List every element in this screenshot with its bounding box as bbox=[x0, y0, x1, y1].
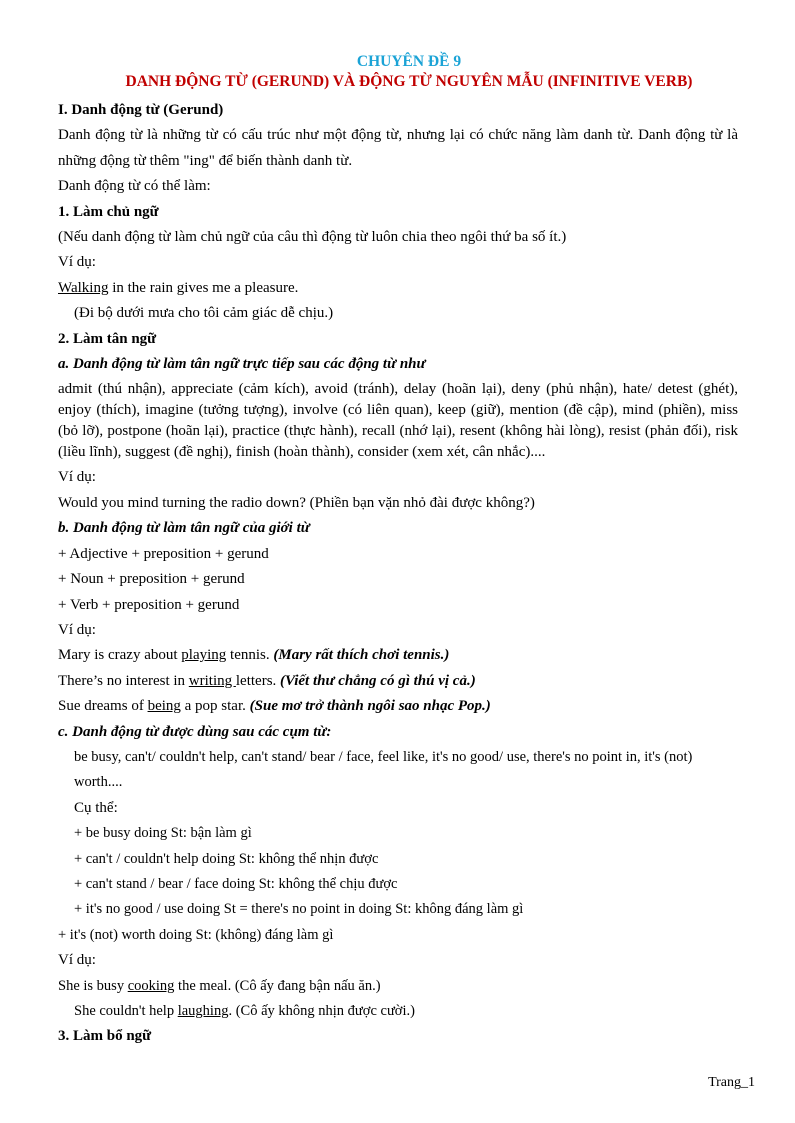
gerund-word: playing bbox=[181, 647, 227, 664]
gerund-word: cooking bbox=[127, 977, 175, 994]
verbs-list: admit (thú nhận), appreciate (cảm kích), avoid (tránh), delay (hoãn lại), deny (phủ nhận), hate/ detest (ghét), enjoy (thích), imagine (tưởng tượng), involve (có liên quan), keep (giữ), mention (đề cập), mind (phiền), miss (bỏ lỡ), postpone (hoãn lại), practice (thực hành), recall (nhớ lại), resent (không hài lòng), resist (phản đối), risk (liều lĩnh), suggest (đề nghị), finish (hoàn thành), consider (xem xét, cân nhắc).... bbox=[58, 381, 738, 461]
example-label: Ví dụ: bbox=[58, 621, 96, 638]
subject-note: (Nếu danh động từ làm chủ ngữ của câu thì động từ luôn chia theo ngôi thứ ba số ít.) bbox=[58, 229, 567, 246]
example-translation: (Mary rất thích chơi tennis.) bbox=[273, 647, 450, 664]
example-text: the meal. (Cô ấy đang bận nấu ăn.) bbox=[174, 977, 381, 994]
example-text: a pop star. bbox=[180, 698, 250, 715]
subheading-subject: 1. Làm chủ ngữ bbox=[58, 203, 159, 220]
subheading-direct-object: a. Danh động từ làm tân ngữ trực tiếp sau các động từ như bbox=[58, 356, 426, 373]
example-text: She couldn't help bbox=[74, 1003, 178, 1019]
phrase-example bbox=[58, 999, 738, 1024]
example-text: in the rain gives me a pleasure. bbox=[108, 279, 299, 296]
subheading-phrases: c. Danh động từ được dùng sau các cụm từ: bbox=[58, 723, 332, 740]
preposition-example bbox=[58, 643, 738, 668]
direct-object-example: Would you mind turning the radio down? (Phiền bạn vặn nhỏ đài được không?) bbox=[58, 494, 535, 511]
phrase-detail: + it's (not) worth doing St: (không) đáng làm gì bbox=[58, 926, 334, 943]
example-label: Ví dụ: bbox=[58, 952, 96, 969]
page-number: Trang_1 bbox=[708, 1075, 755, 1090]
gerund-definition: Danh động từ là những từ có cấu trúc như một động từ, nhưng lại có chức năng làm danh từ. Danh động từ là những động từ thêm "ing" để biến thành danh từ. bbox=[58, 127, 738, 169]
subject-translation: (Đi bộ dưới mưa cho tôi cảm giác dễ chịu.) bbox=[74, 305, 334, 322]
subject-example bbox=[58, 276, 738, 301]
detail-label: Cụ thể: bbox=[74, 799, 118, 816]
pattern-item: + Adjective + preposition + gerund bbox=[58, 545, 269, 562]
example-text: tennis. bbox=[226, 647, 274, 664]
pattern-item: + Noun + preposition + gerund bbox=[58, 571, 245, 588]
gerund-can-do: Danh động từ có thể làm: bbox=[58, 178, 211, 195]
phrase-detail: + it's no good / use doing St = there's no point in doing St: không đáng làm gì bbox=[74, 901, 524, 918]
document-page bbox=[58, 52, 738, 1050]
section-heading-gerund: I. Danh động từ (Gerund) bbox=[58, 102, 224, 118]
preposition-example bbox=[58, 694, 738, 719]
example-translation: (Viết thư chẳng có gì thú vị cả.) bbox=[280, 672, 476, 689]
phrase-detail: + can't stand / bear / face doing St: không thể chịu được bbox=[74, 875, 398, 892]
gerund-word: laughing bbox=[177, 1003, 229, 1019]
example-text: Mary is crazy about bbox=[58, 647, 182, 664]
topic-number: CHUYÊN ĐỀ 9 bbox=[356, 53, 462, 70]
pattern-item: + Verb + preposition + gerund bbox=[58, 596, 240, 613]
subheading-preposition-object: b. Danh động từ làm tân ngữ của giới từ bbox=[58, 520, 310, 537]
phrase-list: be busy, can't/ couldn't help, can't stand/ bear / face, feel like, it's no good/ use, there's no point in, it's (not) worth.... bbox=[74, 748, 693, 791]
preposition-example bbox=[58, 669, 738, 694]
document-title: DANH ĐỘNG TỪ (GERUND) VÀ ĐỘNG TỪ NGUYÊN MẪU (INFINITIVE VERB) bbox=[125, 73, 693, 90]
phrase-detail: + can't / couldn't help doing St: không thể nhịn được bbox=[74, 850, 379, 867]
example-label: Ví dụ: bbox=[58, 254, 96, 271]
example-label: Ví dụ: bbox=[58, 469, 96, 486]
example-text: She is busy bbox=[58, 977, 128, 994]
example-text: There’s no interest in bbox=[58, 672, 189, 689]
example-text: . (Cô ấy không nhịn được cười.) bbox=[228, 1003, 415, 1019]
gerund-word: Walking bbox=[58, 279, 109, 296]
gerund-word: writing bbox=[188, 672, 236, 689]
example-translation: (Sue mơ trở thành ngôi sao nhạc Pop.) bbox=[249, 698, 491, 715]
phrase-example bbox=[58, 974, 738, 999]
example-text: letters. bbox=[235, 672, 281, 689]
subheading-object: 2. Làm tân ngữ bbox=[58, 330, 157, 347]
phrase-detail: + be busy doing St: bận làm gì bbox=[74, 825, 252, 842]
example-text: Sue dreams of bbox=[58, 698, 148, 715]
gerund-word: being bbox=[147, 698, 181, 715]
subheading-complement: 3. Làm bổ ngữ bbox=[58, 1028, 152, 1045]
